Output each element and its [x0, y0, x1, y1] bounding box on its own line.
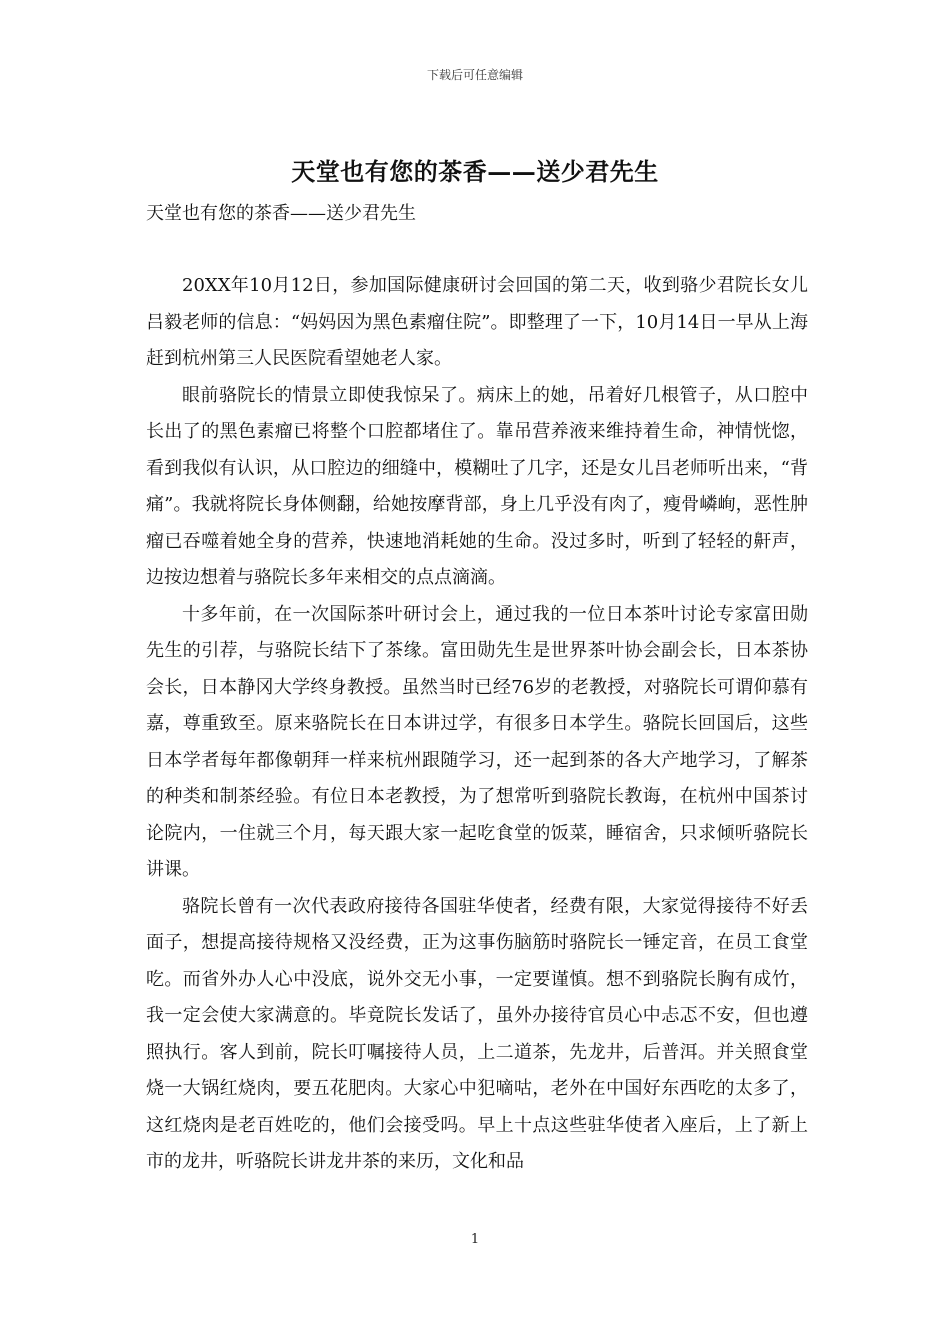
- document-title: 天堂也有您的茶香——送少君先生: [291, 157, 659, 186]
- paragraph-4: 骆院长曾有一次代表政府接待各国驻华使者，经费有限，大家觉得接待不好丢面子，想提高接待规格又没经费，正为这事伤脑筋时骆院长一锤定音，在员工食堂吃。而省外办人心中没底，说外交无小事，一定要谨慎。想不到骆院长胸有成竹，我一定会使大家满意的。毕竟院长发话了，虽外办接待官员心中忐忑不安，但也遵照执行。客人到前，院长叮嘱接待人员，上二道茶，先龙井，后普洱。并关照食堂烧一大锅红烧肉，要五花肥肉。大家心中犯嘀咕，老外在中国好东西吃的太多了，这红烧肉是老百姓吃的，他们会接受吗。早上十点这些驻华使者入座后，上了新上市的龙井，听骆院长讲龙井茶的来历，文化和品: [146, 895, 808, 1172]
- page-number: 1: [470, 1232, 480, 1247]
- paragraph-1: 20XX年10月12日，参加国际健康研讨会回国的第二天，收到骆少君院长女儿吕毅老师的信息：“妈妈因为黑色素瘤住院”。即整理了一下，10月14日一早从上海赶到杭州第三人民医院看望她老人家。: [146, 275, 808, 369]
- document-subtitle: 天堂也有您的茶香——送少君先生: [146, 203, 416, 224]
- document-body: [146, 268, 808, 1181]
- paragraph-3: 十多年前，在一次国际茶叶研讨会上，通过我的一位日本茶叶讨论专家富田勋先生的引荐，与骆院长结下了茶缘。富田勋先生是世界茶叶协会副会长，日本茶协会长，日本静冈大学终身教授。虽然当时已经76岁的老教授，对骆院长可谓仰慕有嘉，尊重致至。原来骆院长在日本讲过学，有很多日本学生。骆院长回国后，这些日本学者每年都像朝拜一样来杭州跟随学习，还一起到茶的各大产地学习，了解茶的种类和制茶经验。有位日本老教授，为了想常听到骆院长教诲，在杭州中国茶讨论院内，一住就三个月，每天跟大家一起吃食堂的饭菜，睡宿舍，只求倾听骆院长讲课。: [146, 603, 808, 880]
- paragraph-2: 眼前骆院长的情景立即使我惊呆了。病床上的她，吊着好几根管子，从口腔中长出了的黑色素瘤已将整个口腔都堵住了。靠吊营养液来维持着生命，神情恍惚，看到我似有认识，从口腔边的细缝中，模糊吐了几字，还是女儿吕老师听出来，“背痛”。我就将院长身体侧翻，给她按摩背部，身上几乎没有肉了，瘦骨嶙峋，恶性肿瘤已吞噬着她全身的营养，快速地消耗她的生命。没过多时，听到了轻轻的鼾声，边按边想着与骆院长多年来相交的点点滴滴。: [146, 384, 808, 588]
- header-note: 下载后可任意编辑: [426, 68, 523, 82]
